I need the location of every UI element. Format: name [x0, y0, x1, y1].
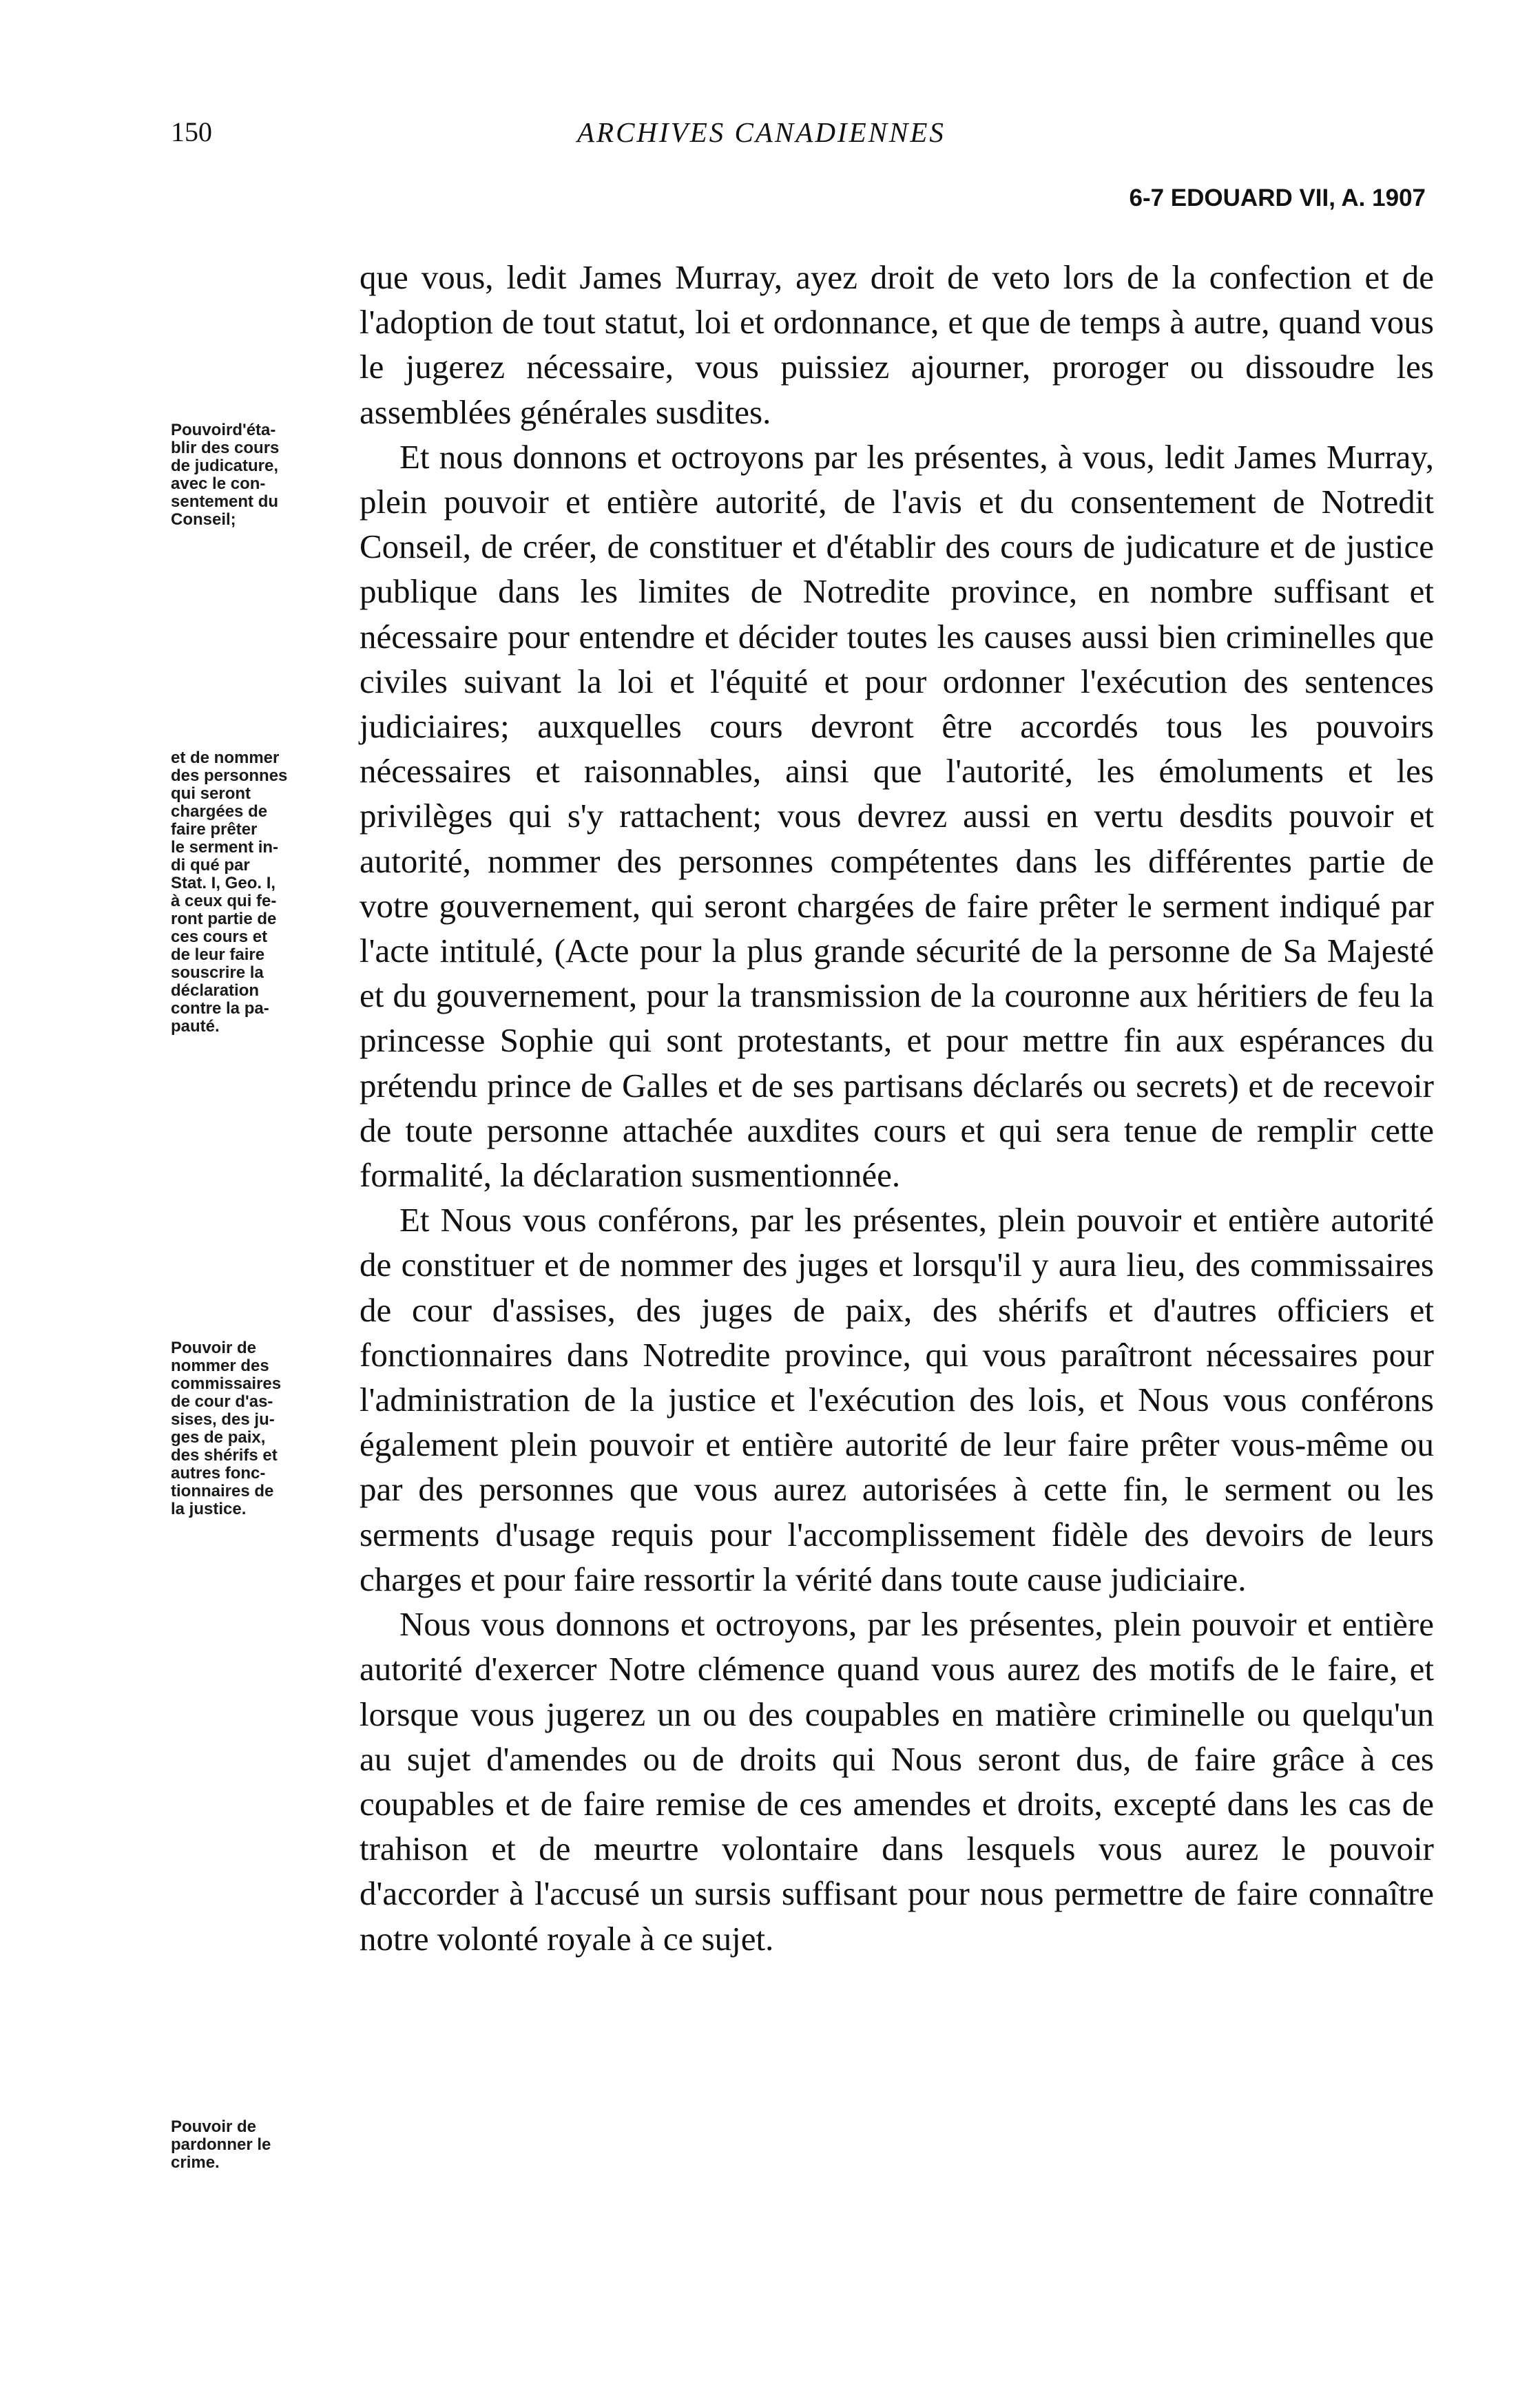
margin-note-line: pardonner le: [171, 2135, 271, 2154]
margin-note-line: crime.: [171, 2153, 220, 2172]
paragraph: Nous vous donnons et octroyons, par les présentes, plein pouvoir et entière autorité d'exercer Notre clémence quand vous aurez des motifs de le faire, et lorsque vous jugerez un ou des coupables en matière criminelle ou quelqu'un au sujet d'amendes ou de droits qui Nous seront dus, de faire grâce à ces coupables et de faire remise de ces amendes et droits, excepté dans les cas de trahison et de meurtre volontaire dans lesquels vous aurez le pouvoir d'accorder à l'accusé un sursis suffisant pour nous permettre de faire connaître notre volonté royale à ce sujet.: [360, 1605, 1434, 1958]
margin-note-line: chargées de: [171, 802, 268, 821]
margin-note-line: à ceux qui fe-: [171, 892, 277, 910]
margin-note-line: blir des cours: [171, 439, 280, 457]
margin-note-line: de cour d'as-: [171, 1392, 273, 1411]
paragraph: Et Nous vous conférons, par les présentes, plein pouvoir et entière autorité de constituer et de nommer des juges et lorsqu'il y aura lieu, des commissaires de cour d'assises, des juges de paix, des shérifs et d'autres officiers et fonctionnaires dans Notredite province, qui vous paraîtront nécessaires pour l'administration de la justice et l'exécution des lois, et Nous vous conférons également plein pouvoir et entière autorité de leur faire prêter vous-même ou par des personnes que vous aurez autorisées à cette fin, le serment ou les serments d'usage requis pour l'accomplissement fidèle des devoirs de leurs charges et pour faire ressortir la vérité dans toute cause judiciaire.: [360, 1201, 1434, 1598]
margin-note-line: ces cours et: [171, 928, 268, 946]
paragraph: que vous, ledit James Murray, ayez droit de veto lors de la confection et de l'adoption de tout statut, loi et ordonnance, et que de temps à autre, quand vous le jugerez nécessaire, vous puissiez ajourner, proroger ou dissoudre les assemblées générales susdites.: [360, 258, 1434, 431]
margin-note-line: de judicature,: [171, 457, 279, 475]
margin-note-line: de leur faire: [171, 945, 265, 964]
margin-note-line: pauté.: [171, 1017, 220, 1036]
margin-note-line: commissaires: [171, 1374, 282, 1393]
margin-note-line: des personnes: [171, 766, 288, 785]
margin-note-line: qui seront: [171, 784, 251, 803]
margin-note-line: sentement du: [171, 492, 279, 511]
margin-note-line: contre la pa-: [171, 999, 269, 1018]
margin-note-commissioners: [171, 1339, 377, 1518]
running-title: ARCHIVES CANADIENNES: [577, 116, 946, 148]
margin-note-line: ront partie de: [171, 910, 277, 928]
margin-note-line: et de nommer: [171, 748, 280, 767]
margin-note-line: ges de paix,: [171, 1428, 266, 1447]
margin-note-line: Pouvoird'éta-: [171, 421, 276, 439]
margin-note-line: Pouvoir de: [171, 2117, 257, 2136]
margin-note-oath: [171, 749, 377, 1036]
page-number: 150: [171, 116, 212, 147]
margin-note-line: Conseil;: [171, 510, 236, 529]
margin-note-line: la justice.: [171, 1500, 247, 1518]
margin-note-line: di qué par: [171, 856, 250, 875]
margin-note-courts: [171, 421, 377, 529]
margin-note-line: tionnaires de: [171, 1482, 274, 1500]
margin-note-line: autres fonc-: [171, 1464, 266, 1483]
paragraph: Et nous donnons et octroyons par les présentes, à vous, ledit James Murray, plein pouvoir et entière autorité, de l'avis et du consentement de Notredit Conseil, de créer, de constituer et d'établir des cours de judicature et de justice publique dans les limites de Notredite province, en nombre suffisant et nécessaire pour entendre et décider toutes les causes aussi bien criminelles que civiles suivant la loi et l'équité et pour ordonner l'exécution des sentences judiciaires; auxquelles cours devront être accordés tous les pouvoirs nécessaires et raisonnables, ainsi que l'autorité, les émoluments et les privilèges qui s'y rattachent; vous devrez aussi en vertu desdits pouvoir et autorité, nommer des personnes compétentes dans les différentes partie de votre gouvernement, qui seront chargées de faire prêter le serment indiqué par l'acte intitulé, (Acte pour la plus grande sécurité de la personne de Sa Majesté et du gouvernement, pour la transmission de la couronne aux héritiers de feu la princesse Sophie qui sont protestants, et pour mettre fin aux espérances du prétendu prince de Galles et de ses partisans déclarés ou secrets) et de recevoir de toute personne attachée auxdites cours et qui sera tenue de remplir cette formalité, la déclaration susmentionnée.: [360, 437, 1434, 1195]
margin-note-line: avec le con-: [171, 474, 266, 493]
body-text: [360, 255, 1434, 1961]
margin-note-line: faire prêter: [171, 820, 258, 839]
margin-note-line: le serment in-: [171, 838, 279, 857]
margin-note-line: Stat. I, Geo. I,: [171, 874, 276, 892]
margin-note-line: nommer des: [171, 1357, 269, 1375]
margin-note-pardon: [171, 2118, 377, 2172]
margin-note-line: souscrire la: [171, 963, 264, 982]
margin-note-line: déclaration: [171, 981, 260, 1000]
session-designation: 6-7 EDOUARD VII, A. 1907: [1129, 185, 1426, 211]
margin-note-line: Pouvoir de: [171, 1339, 257, 1357]
margin-note-line: sises, des ju-: [171, 1410, 275, 1429]
margin-note-line: des shérifs et: [171, 1446, 278, 1465]
